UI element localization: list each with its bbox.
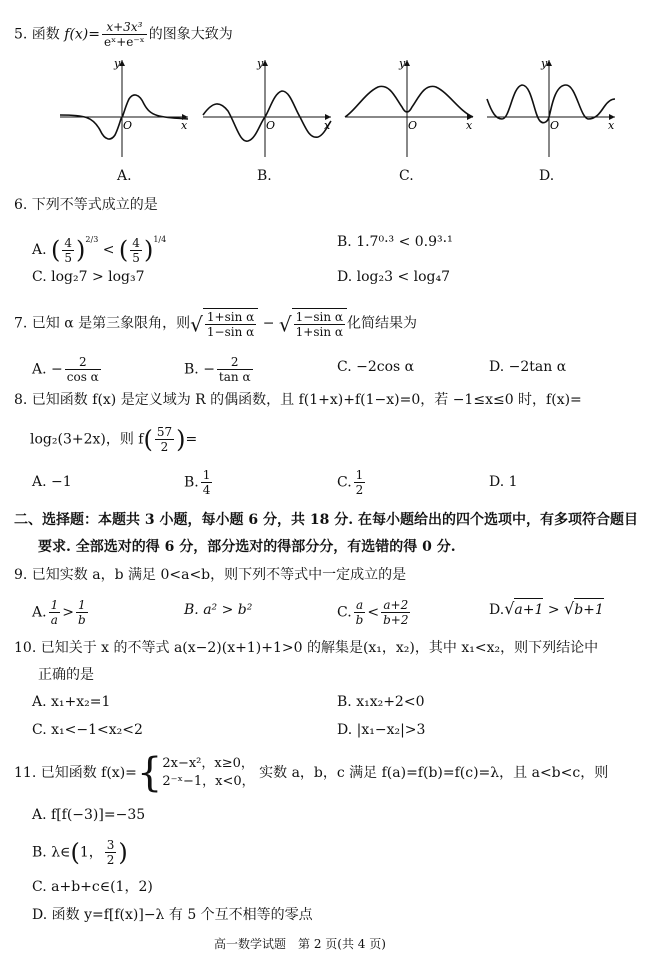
q5-option-c[interactable]: C.: [399, 168, 414, 184]
graph-a: [55, 55, 195, 160]
svg-text:y: y: [399, 57, 406, 70]
q11-option-c[interactable]: C. a+b+c∈(1，2): [32, 879, 153, 895]
q8-line1: 8. 已知函数 f(x) 是定义域为 R 的偶函数，且 f(1+x)+f(1−x)=0，若 −1≤x≤0 时，f(x)=: [14, 392, 582, 408]
q6-option-b[interactable]: B. 1.7⁰·³ < 0.9³·¹: [337, 234, 453, 250]
sqrt-1: √ $\frac{\text{1+sin α}}{\text{1−sin α}}$: [190, 308, 258, 339]
svg-text:x: x: [466, 119, 473, 132]
q10-option-a[interactable]: A. x₁+x₂=1: [32, 694, 111, 710]
q7-option-d[interactable]: D. −2tan α: [489, 359, 567, 375]
q6-stem: 6. 下列不等式成立的是: [14, 197, 158, 213]
svg-text:x: x: [181, 119, 188, 132]
q7-option-a[interactable]: A. − $\frac{2}{\text{cos α}}$: [32, 355, 99, 384]
graph-d: [482, 55, 622, 160]
q8-option-d[interactable]: D. 1: [489, 474, 518, 490]
page-footer: 高一数学试题 第 2 页(共 4 页): [214, 937, 386, 951]
q11-option-d[interactable]: D. 函数 y=f[f(x)]−λ 有 5 个互不相等的零点: [32, 907, 313, 923]
q6-option-c[interactable]: C. log₂7 > log₃7: [32, 269, 145, 285]
graph-b: [198, 55, 338, 160]
svg-text:y: y: [541, 57, 548, 70]
svg-text:y: y: [257, 57, 264, 70]
sqrt-2: √ $\frac{\text{1−sin α}}{\text{1+sin α}}$: [279, 308, 347, 339]
q9-stem: 9. 已知实数 a，b 满足 0<a<b，则下列不等式中一定成立的是: [14, 567, 407, 583]
q10-option-d[interactable]: D. |x₁−x₂|>3: [337, 722, 426, 738]
q7-option-b[interactable]: B. − $\frac{2}{\text{tan α}}$: [184, 355, 251, 384]
q8-line2: log₂(3+2x)，则 f( $\frac{57}{2}$ )=: [30, 425, 198, 454]
q11-option-b[interactable]: B. λ∈(1， $\frac{3}{2}$ ): [32, 838, 128, 867]
q10-option-b[interactable]: B. x₁x₂+2<0: [337, 694, 425, 710]
svg-text:x: x: [324, 119, 331, 132]
section2-line2: 要求. 全部选对的得 6 分，部分选对的得部分分，有选错的得 0 分.: [38, 539, 456, 555]
q5-option-d[interactable]: D.: [539, 168, 555, 184]
q5-fraction: $\frac{\text{x+3x³}}{\text{eˣ+e⁻ˣ}}$: [104, 20, 145, 49]
q5-stem-suffix: 的图象大致为: [148, 26, 233, 43]
q5-stem: [14, 20, 233, 49]
q11-stem: 11. 已知函数 f(x)={ 2x−x²，x≥0， 2⁻ˣ−1，x<0， 实数 a，b，c 满足 f(a)=f(b)=f(c)=λ，且 a<b<c，则: [14, 750, 609, 796]
q8-option-b[interactable]: B. $\frac{1}{4}$: [184, 468, 211, 497]
section2-line1: 二、选择题：本题共 3 小题，每小题 6 分，共 18 分. 在每小题给出的四个选项中，有多项符合题目: [14, 512, 638, 528]
q10-line2: 正确的是: [38, 667, 94, 683]
q9-option-b[interactable]: B. a² > b²: [184, 602, 253, 618]
q5-stem-prefix: 5. 函数: [14, 26, 65, 43]
q6-option-a[interactable]: A. ( $\frac{4}{5}$ )$^{2/3}$ < ( $\frac{4}{5}$ )$^{1/4}$: [32, 235, 167, 265]
svg-text:O: O: [408, 119, 418, 132]
q9-option-a[interactable]: A. $\frac{1}{a}$ > $\frac{1}{b}$: [32, 598, 86, 627]
graph-c: [340, 55, 480, 160]
q8-option-c[interactable]: C. $\frac{1}{2}$: [337, 468, 364, 497]
q5-func: f(x)=: [64, 26, 100, 43]
q5-option-a[interactable]: A.: [117, 168, 132, 184]
svg-text:O: O: [123, 119, 133, 132]
q7-stem: 7. 已知 α 是第三象限角，则√ $\frac{\text{1+sin α}}{\text{1−sin α}}$ − √ $\frac{\text{1−sin α}}{\text{1+sin α}}$ 化简结果为: [14, 310, 417, 339]
q5-option-b[interactable]: B.: [257, 168, 272, 184]
q9-option-c[interactable]: C. $\frac{a}{b}$ < $\frac{a+2}{b+2}$: [337, 598, 409, 627]
svg-text:O: O: [550, 119, 560, 132]
q11-option-a[interactable]: A. f[f(−3)]=−35: [32, 807, 146, 823]
svg-text:y: y: [114, 57, 121, 70]
q7-option-c[interactable]: C. −2cos α: [337, 359, 415, 375]
q10-line1: 10. 已知关于 x 的不等式 a(x−2)(x+1)+1>0 的解集是(x₁，x₂)，其中 x₁<x₂，则下列结论中: [14, 640, 599, 656]
q11-piecewise: 2x−x²，x≥0， 2⁻ˣ−1，x<0，: [162, 756, 255, 789]
q6-option-d[interactable]: D. log₂3 < log₄7: [337, 269, 451, 285]
svg-text:O: O: [266, 119, 276, 132]
q8-option-a[interactable]: A. −1: [32, 474, 72, 490]
q10-option-c[interactable]: C. x₁<−1<x₂<2: [32, 722, 143, 738]
q9-option-d[interactable]: D.√a+1 > √b+1: [489, 599, 604, 618]
svg-text:x: x: [608, 119, 615, 132]
